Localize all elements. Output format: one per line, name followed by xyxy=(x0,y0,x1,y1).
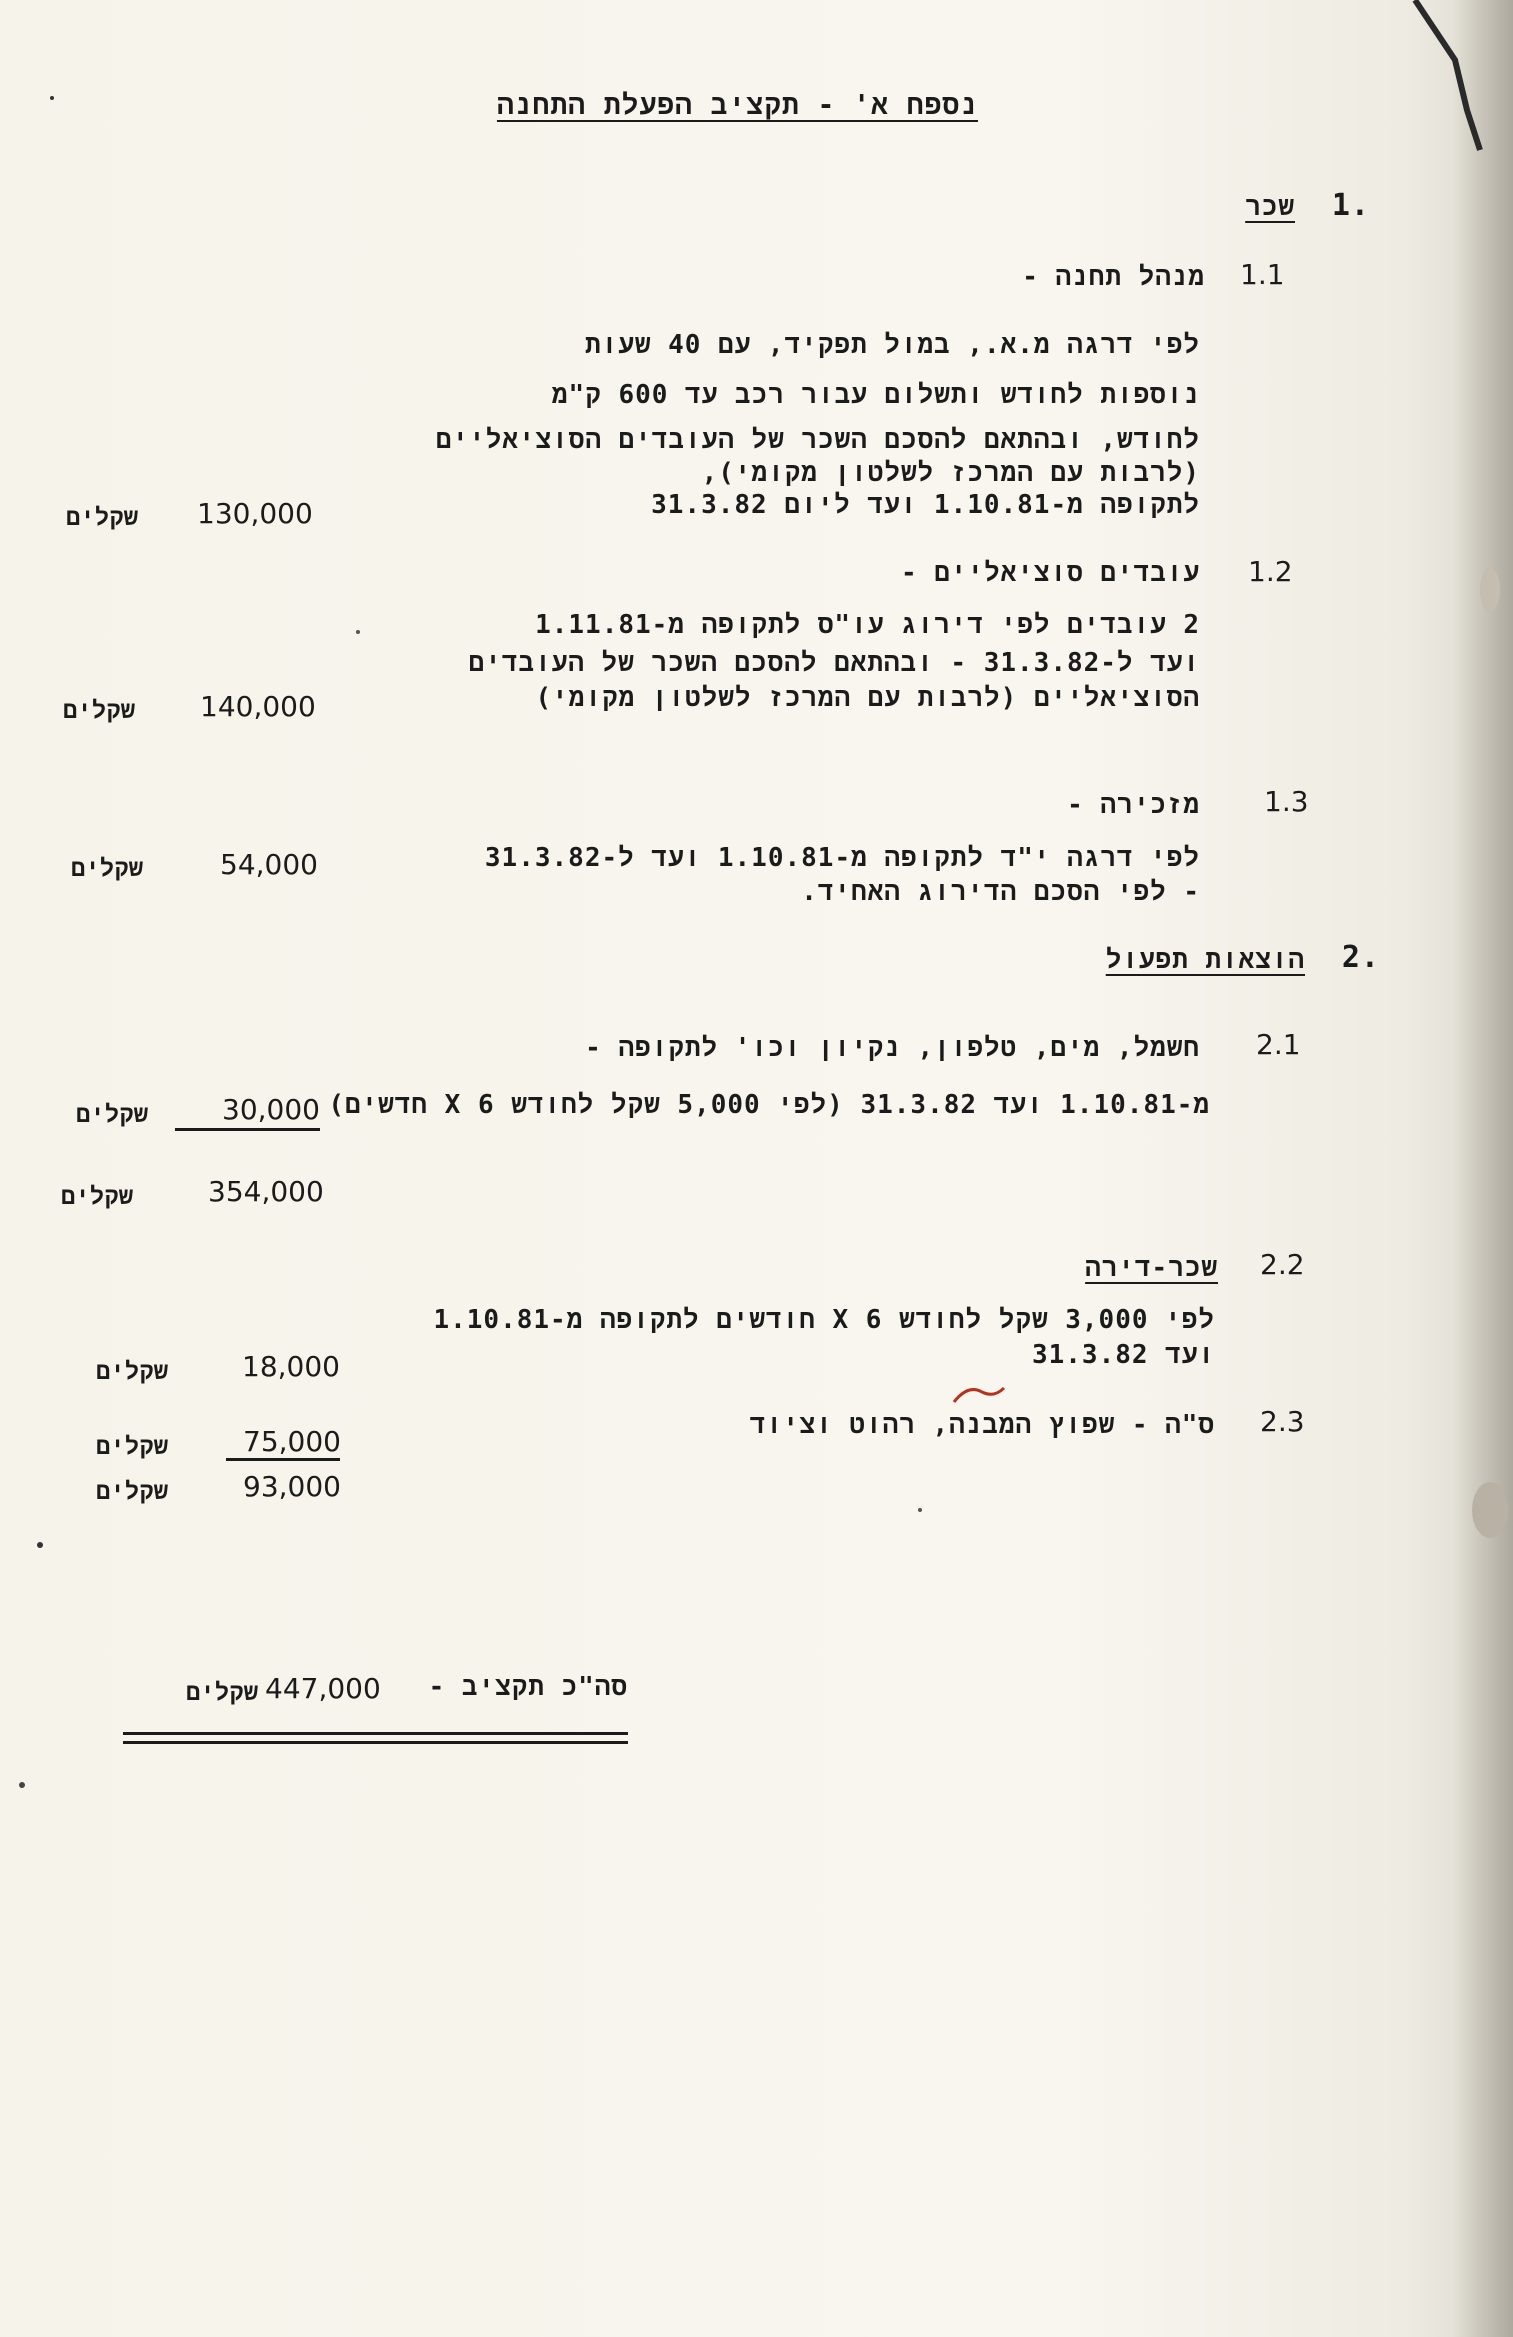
item-2-2-number: 2.2 xyxy=(1260,1248,1305,1281)
item-1-2-currency: שקלים xyxy=(62,696,135,724)
item-1-1-line-1: לפי דרגה מ.א., במול תפקיד, עם 40 שעות xyxy=(585,330,1200,360)
item-2-1-currency: שקלים xyxy=(75,1100,148,1128)
section-2-number: 2. xyxy=(1341,940,1380,975)
item-1-2-number: 1.2 xyxy=(1248,555,1293,588)
item-1-1-line-2: נוספות לחודש ותשלום עבור רכב עד 600 ק"מ xyxy=(551,380,1200,410)
item-2-1-line-2: מ-1.10.81 ועד 31.3.82 (לפי 5,000 שקל לחודש X 6 חדשים) xyxy=(328,1090,1210,1120)
subtotal-1-amount: 354,000 xyxy=(208,1175,324,1208)
item-1-1-amount: 130,000 xyxy=(197,497,313,530)
total-currency: שקלים xyxy=(185,1678,258,1706)
item-2-2-amount: 18,000 xyxy=(242,1350,340,1383)
section-2-heading: הוצאות תפעול xyxy=(1105,945,1305,975)
item-1-2-line-1: 2 עובדים לפי דירוג עו"ס לתקופה מ-1.11.81 xyxy=(535,610,1200,640)
item-1-1-line-3: לחודש, ובהתאם להסכם השכר של העובדים הסוציאליים xyxy=(435,425,1200,455)
item-1-2-line-2: ועד ל-31.3.82 - ובהתאם להסכם השכר של העובדים xyxy=(468,648,1200,678)
item-2-2-line-2: ועד 31.3.82 xyxy=(1031,1340,1215,1370)
subtotal-2-amount: 93,000 xyxy=(243,1470,341,1503)
document-title: נספח א' - תקציב הפעלת התחנה xyxy=(496,88,978,121)
item-2-2-currency: שקלים xyxy=(95,1357,168,1385)
item-2-1-amount: 30,000 xyxy=(222,1093,320,1126)
section-1-heading: שכר xyxy=(1245,192,1295,222)
item-1-1-number: 1.1 xyxy=(1240,258,1285,291)
subtotal-2-currency: שקלים xyxy=(95,1477,168,1505)
item-1-3-currency: שקלים xyxy=(70,854,143,882)
item-2-3-text: ס"ה - שפוץ המבנה, רהוט וציוד xyxy=(749,1410,1215,1440)
item-2-2-line-1: לפי 3,000 שקל לחודש X 6 חודשים לתקופה מ-1.10.81 xyxy=(433,1305,1215,1335)
item-1-1-line-4: (לרבות עם המרכז לשלטון מקומי), xyxy=(701,458,1200,488)
total-amount: 447,000 xyxy=(265,1672,381,1705)
item-2-1-line-1: חשמל, מים, טלפון, נקיון וכו' לתקופה - xyxy=(585,1033,1200,1063)
subtotal-1-currency: שקלים xyxy=(60,1182,133,1210)
item-2-1-number: 2.1 xyxy=(1256,1028,1301,1061)
item-1-2-line-3: הסוציאליים (לרבות עם המרכז לשלטון מקומי) xyxy=(535,683,1200,713)
item-1-3-number: 1.3 xyxy=(1264,785,1309,818)
item-2-2-heading: שכר-דירה xyxy=(1085,1253,1218,1283)
item-1-2-amount: 140,000 xyxy=(200,690,316,723)
item-2-3-amount: 75,000 xyxy=(243,1425,341,1458)
item-2-3-currency: שקלים xyxy=(95,1432,168,1460)
item-1-1-heading: מנהל תחנה - xyxy=(1022,262,1205,292)
item-1-1-currency: שקלים xyxy=(65,503,138,531)
item-1-3-line-1: לפי דרגה י"ד לתקופה מ-1.10.81 ועד ל-31.3.82 xyxy=(484,843,1200,873)
item-1-3-amount: 54,000 xyxy=(220,848,318,881)
item-1-3-line-2: - לפי הסכם הדירוג האחיד. xyxy=(801,877,1200,907)
total-label: סה"כ תקציב - xyxy=(428,1672,628,1702)
item-1-2-heading: עובדים סוציאליים - xyxy=(901,558,1200,588)
item-2-3-number: 2.3 xyxy=(1260,1405,1305,1438)
item-1-3-heading: מזכירה - xyxy=(1067,790,1200,820)
item-1-1-line-5: לתקופה מ-1.10.81 ועד ליום 31.3.82 xyxy=(651,490,1200,520)
section-1-number: 1. xyxy=(1331,188,1370,223)
